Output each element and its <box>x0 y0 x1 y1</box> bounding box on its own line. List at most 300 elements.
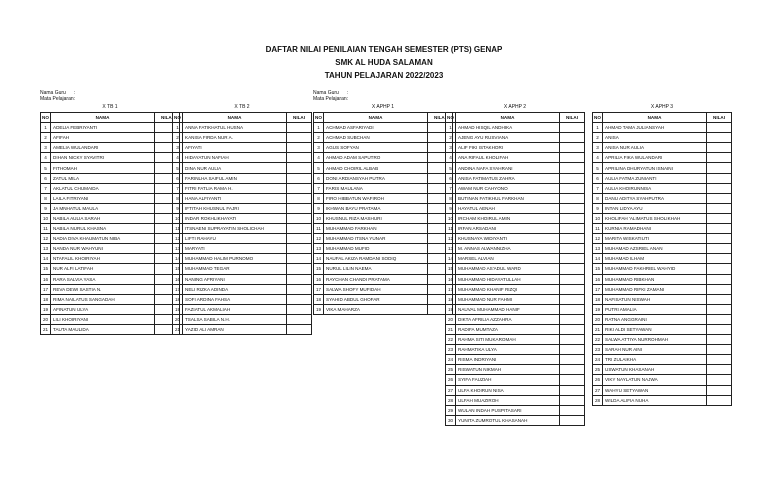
score-cell[interactable] <box>560 213 585 223</box>
score-cell[interactable] <box>707 133 732 143</box>
score-cell[interactable] <box>707 304 732 314</box>
table-row <box>41 254 180 264</box>
score-cell[interactable] <box>287 314 312 324</box>
table-row <box>41 244 180 254</box>
student-name: VIKA MAHARZA <box>324 304 428 314</box>
score-cell[interactable] <box>287 224 312 234</box>
row-number: 2 <box>173 133 183 143</box>
table-row <box>593 314 732 324</box>
table-row <box>314 284 453 294</box>
student-name: MUHAMMAD HIDAYATULLAH <box>456 274 560 284</box>
student-name: ULFA KHOIRUN NISA <box>456 385 560 395</box>
score-cell[interactable] <box>287 284 312 294</box>
score-cell[interactable] <box>707 234 732 244</box>
row-number: 21 <box>41 324 51 334</box>
table-row <box>446 213 585 223</box>
score-cell[interactable] <box>560 284 585 294</box>
table-row <box>446 415 585 425</box>
row-number: 17 <box>173 284 183 294</box>
row-number: 2 <box>314 133 324 143</box>
student-name: LIFTI RAHAYU <box>183 234 287 244</box>
row-number: 11 <box>173 224 183 234</box>
score-cell[interactable] <box>287 173 312 183</box>
score-cell[interactable] <box>560 415 585 425</box>
score-cell[interactable] <box>560 133 585 143</box>
student-name: NTAFALIL KHOIRIYAH <box>51 254 155 264</box>
row-number: 29 <box>446 405 456 415</box>
row-number: 20 <box>593 314 603 324</box>
table-row <box>41 264 180 274</box>
score-cell[interactable] <box>560 375 585 385</box>
student-name: ANNA FATIKHATUL HUSNA <box>183 123 287 133</box>
row-number: 17 <box>314 284 324 294</box>
row-number: 23 <box>593 345 603 355</box>
score-cell[interactable] <box>560 254 585 264</box>
student-name: MUHAMMAD FARKHAN <box>324 224 428 234</box>
score-cell[interactable] <box>707 324 732 334</box>
row-number: 19 <box>173 304 183 314</box>
row-number: 3 <box>314 143 324 153</box>
row-number: 22 <box>593 335 603 345</box>
header-no: NO <box>314 113 324 123</box>
student-name: FAZIATUL AKMALIAH <box>183 304 287 314</box>
row-number: 16 <box>446 274 456 284</box>
student-name: M. ANNAS ALWANNIZHA <box>456 244 560 254</box>
row-number: 27 <box>446 385 456 395</box>
student-name: ALIF FIKI ISTAKHORI <box>456 143 560 153</box>
student-name: ANDINA NAFA SYAHRANI <box>456 163 560 173</box>
student-name: WAHYU SETYAWAN <box>603 385 707 395</box>
document-title: DAFTAR NILAI PENILAIAN TENGAH SEMESTER (PTS) GENAP <box>265 45 503 54</box>
row-number: 1 <box>593 123 603 133</box>
student-name: AFIFAH <box>51 133 155 143</box>
score-cell[interactable] <box>560 274 585 284</box>
row-number: 18 <box>314 294 324 304</box>
score-cell[interactable] <box>560 203 585 213</box>
row-number: 14 <box>173 254 183 264</box>
table-row <box>446 173 585 183</box>
score-cell[interactable] <box>560 335 585 345</box>
row-number: 4 <box>314 153 324 163</box>
score-cell[interactable] <box>287 183 312 193</box>
student-name: KANISA FIRDA NUR A. <box>183 133 287 143</box>
table-row <box>593 193 732 203</box>
class-name: X APHP 2 <box>503 104 527 110</box>
table-row <box>314 304 453 314</box>
table-row <box>446 224 585 234</box>
class-column <box>592 103 732 406</box>
student-name: FITRI FATLIA RAMA H. <box>183 183 287 193</box>
student-name: IKHWAN BAYU PRATAMA <box>324 203 428 213</box>
row-number: 3 <box>173 143 183 153</box>
row-number: 10 <box>173 213 183 223</box>
score-cell[interactable] <box>560 244 585 254</box>
score-cell[interactable] <box>560 365 585 375</box>
student-name: MUHAMMAD ITSNA YUNAR <box>324 234 428 244</box>
row-number: 7 <box>173 183 183 193</box>
student-name: INDAR ROKHLIKHAYATI <box>183 213 287 223</box>
table-row <box>446 355 585 365</box>
student-name: SALWA ATTIYA NURROHMAH <box>603 335 707 345</box>
score-cell[interactable] <box>707 224 732 234</box>
score-cell[interactable] <box>287 244 312 254</box>
row-number: 28 <box>446 395 456 405</box>
table-row <box>41 123 180 133</box>
score-cell[interactable] <box>707 365 732 375</box>
table-row <box>593 355 732 365</box>
table-row <box>314 153 453 163</box>
table-row <box>314 244 453 254</box>
row-number: 30 <box>446 415 456 425</box>
score-cell[interactable] <box>287 264 312 274</box>
table-row <box>446 335 585 345</box>
score-cell[interactable] <box>560 355 585 365</box>
row-number: 6 <box>314 173 324 183</box>
row-number: 15 <box>173 264 183 274</box>
score-cell[interactable] <box>707 274 732 284</box>
score-cell[interactable] <box>707 193 732 203</box>
student-name: ACHMAD SUBCHAN <box>324 133 428 143</box>
table-row <box>593 335 732 345</box>
student-name: ADELIA FEBRIYANTI <box>51 123 155 133</box>
score-cell[interactable] <box>287 133 312 143</box>
row-number: 9 <box>314 203 324 213</box>
student-name: JA MNHATUL MAULA <box>51 203 155 213</box>
student-name: SOFI ARDINA FAHSA <box>183 294 287 304</box>
table-row <box>41 294 180 304</box>
student-name: NADIA DIVA KHAUMATUN NIBA <box>51 234 155 244</box>
score-cell[interactable] <box>707 143 732 153</box>
score-cell[interactable] <box>560 324 585 334</box>
row-number: 10 <box>593 213 603 223</box>
row-number: 5 <box>173 163 183 173</box>
header-nilai: NILAI <box>560 113 585 123</box>
student-name: MUHAMMAD RIFKI ZAMANI <box>603 284 707 294</box>
score-cell[interactable] <box>707 254 732 264</box>
score-cell[interactable] <box>560 405 585 415</box>
row-number: 13 <box>41 244 51 254</box>
table-row <box>446 385 585 395</box>
table-row <box>41 284 180 294</box>
student-name: NANING AFRIYANI <box>183 274 287 284</box>
table-row <box>446 395 585 405</box>
row-number: 1 <box>41 123 51 133</box>
student-name: WILDA ALIFIA NUHA <box>603 395 707 405</box>
row-number: 19 <box>41 304 51 314</box>
table-row <box>446 163 585 173</box>
table-row <box>593 213 732 223</box>
table-row <box>446 123 585 133</box>
table-row <box>593 345 732 355</box>
score-cell[interactable] <box>707 355 732 365</box>
student-name: AWAM NUR CAHYONO <box>456 183 560 193</box>
table-row <box>314 254 453 264</box>
header-nama: NAMA <box>456 113 560 123</box>
score-cell[interactable] <box>707 123 732 133</box>
header-nama: NAMA <box>51 113 155 123</box>
table-row <box>446 405 585 415</box>
score-cell[interactable] <box>287 274 312 284</box>
row-number: 13 <box>593 244 603 254</box>
student-name: SALWA SHOFY MUFIDAH <box>324 284 428 294</box>
score-cell[interactable] <box>287 193 312 203</box>
score-cell[interactable] <box>560 345 585 355</box>
class-name: X APHP 3 <box>650 104 674 110</box>
score-cell[interactable] <box>707 385 732 395</box>
score-cell[interactable] <box>707 153 732 163</box>
row-number: 16 <box>593 274 603 284</box>
score-cell[interactable] <box>560 294 585 304</box>
row-number: 19 <box>446 304 456 314</box>
table-row <box>314 193 453 203</box>
header-nilai: NILAI <box>707 113 732 123</box>
teacher-label: Nama Guru <box>313 90 339 96</box>
student-name: IRFAN ARSADANI <box>456 224 560 234</box>
score-cell[interactable] <box>287 324 312 334</box>
score-cell[interactable] <box>707 183 732 193</box>
row-number: 12 <box>173 234 183 244</box>
student-name: FITHOMAH <box>51 163 155 173</box>
score-cell[interactable] <box>560 224 585 234</box>
score-cell[interactable] <box>707 203 732 213</box>
score-cell[interactable] <box>287 163 312 173</box>
row-number: 26 <box>593 375 603 385</box>
row-number: 28 <box>593 395 603 405</box>
table-row <box>593 244 732 254</box>
student-name: YAZID ALI AMRAN <box>183 324 287 334</box>
score-cell[interactable] <box>287 254 312 264</box>
row-number: 5 <box>314 163 324 173</box>
student-name: USWATUN KHASANAH <box>603 365 707 375</box>
student-name: SYIFA FAUZIAH <box>456 375 560 385</box>
score-cell[interactable] <box>560 314 585 324</box>
table-header-row <box>41 113 180 123</box>
table-row <box>173 193 312 203</box>
score-cell[interactable] <box>560 143 585 153</box>
table-row <box>593 224 732 234</box>
table-row <box>314 173 453 183</box>
class-name: X TB 2 <box>234 104 250 110</box>
score-cell[interactable] <box>560 123 585 133</box>
table-row <box>173 324 312 334</box>
score-cell[interactable] <box>287 294 312 304</box>
score-cell[interactable] <box>287 143 312 153</box>
score-cell[interactable] <box>560 234 585 244</box>
table-row <box>173 254 312 264</box>
score-cell[interactable] <box>287 123 312 133</box>
row-number: 24 <box>593 355 603 365</box>
row-number: 16 <box>314 274 324 284</box>
header-nilai: NILAI <box>428 113 453 123</box>
row-number: 20 <box>41 314 51 324</box>
table-row <box>314 203 453 213</box>
score-cell[interactable] <box>560 395 585 405</box>
score-cell[interactable] <box>287 304 312 314</box>
table-row <box>593 324 732 334</box>
score-cell[interactable] <box>707 335 732 345</box>
table-row <box>446 365 585 375</box>
table-row <box>41 324 180 334</box>
student-name: KHUSNAYA WIDIYANTI <box>456 234 560 244</box>
row-number: 8 <box>446 193 456 203</box>
student-name: DONI ARDIANSYAH PUTRA <box>324 173 428 183</box>
student-name: INTAN LIDYA AYU <box>603 203 707 213</box>
student-name: LAILA FITRIYANI <box>51 193 155 203</box>
student-name: KURNIA RAMADHANI <box>603 224 707 234</box>
score-cell[interactable] <box>287 153 312 163</box>
table-row <box>173 143 312 153</box>
row-number: 13 <box>173 244 183 254</box>
header-no: NO <box>593 113 603 123</box>
score-cell[interactable] <box>707 173 732 183</box>
row-number: 6 <box>446 173 456 183</box>
table-row <box>446 203 585 213</box>
student-name: WULAN INDAH PUSPITASARI <box>456 405 560 415</box>
score-cell[interactable] <box>707 244 732 254</box>
table-row <box>446 234 585 244</box>
table-row <box>593 183 732 193</box>
row-number: 8 <box>41 193 51 203</box>
student-name: MUHAMMAD NUR FAHMI <box>456 294 560 304</box>
table-row <box>593 365 732 375</box>
table-row <box>446 254 585 264</box>
score-cell[interactable] <box>560 163 585 173</box>
row-number: 20 <box>446 314 456 324</box>
table-row <box>41 143 180 153</box>
score-cell[interactable] <box>287 234 312 244</box>
student-name: NURUL LILIN NAEMA <box>324 264 428 274</box>
table-row <box>41 224 180 234</box>
student-name: DANU ADITYA SYAHPUTRA <box>603 193 707 203</box>
row-number: 6 <box>173 173 183 183</box>
class-column <box>172 103 312 335</box>
student-name: MARSEL ALVIAN <box>456 254 560 264</box>
class-name: X APHP 1 <box>371 104 395 110</box>
student-name: MARYATI <box>183 244 287 254</box>
score-cell[interactable] <box>707 294 732 304</box>
score-cell[interactable] <box>707 213 732 223</box>
row-number: 14 <box>593 254 603 264</box>
student-name: NAUFAL AKIZA RAMDANI SODIQ <box>324 254 428 264</box>
row-number: 5 <box>41 163 51 173</box>
row-number: 12 <box>446 234 456 244</box>
score-cell[interactable] <box>560 183 585 193</box>
row-number: 12 <box>593 234 603 244</box>
table-row <box>593 274 732 284</box>
student-name: RATNA ANGGRAINI <box>603 314 707 324</box>
row-number: 15 <box>446 264 456 274</box>
student-name: DINA NUR AULIA <box>183 163 287 173</box>
row-number: 26 <box>446 375 456 385</box>
student-name: ULFAH MUAZIROH <box>456 395 560 405</box>
student-name: MUHAMAD AZSRIEL ANAN <box>603 244 707 254</box>
student-name: MUHAMMAD MUFID <box>324 244 428 254</box>
student-name: MUHAMMAD AS'ADUL WARD <box>456 264 560 274</box>
row-number: 15 <box>314 264 324 274</box>
score-cell[interactable] <box>560 153 585 163</box>
row-number: 14 <box>314 254 324 264</box>
row-number: 22 <box>446 335 456 345</box>
score-cell[interactable] <box>707 395 732 405</box>
row-number: 15 <box>593 264 603 274</box>
score-cell[interactable] <box>707 314 732 324</box>
score-cell[interactable] <box>707 375 732 385</box>
table-row <box>446 133 585 143</box>
table-row <box>593 294 732 304</box>
score-cell[interactable] <box>707 284 732 294</box>
student-name: TAUTA MAULIDA <box>51 324 155 334</box>
table-row <box>173 274 312 284</box>
row-number: 21 <box>173 324 183 334</box>
table-row <box>314 183 453 193</box>
row-number: 7 <box>593 183 603 193</box>
subject-colon: : <box>74 96 76 102</box>
table-row <box>593 284 732 294</box>
student-name: AHMAD ADAM SAPUTRO <box>324 153 428 163</box>
table-row <box>314 123 453 133</box>
student-name: FIRO HIBBATUN WAFIROH <box>324 193 428 203</box>
score-cell[interactable] <box>707 163 732 173</box>
student-name: RADIFA MUMTAZA <box>456 324 560 334</box>
score-cell[interactable] <box>287 213 312 223</box>
student-name: YUNITA ZUMROTUL KHASANAH <box>456 415 560 425</box>
student-name: KHUSNUL RIZA MASHURI <box>324 213 428 223</box>
table-row <box>41 203 180 213</box>
student-name: MUHAMAD ILHAM <box>603 254 707 264</box>
student-name: ITSNAENI SUPRAYATIN SHOLICHAH <box>183 224 287 234</box>
table-row <box>446 284 585 294</box>
table-row <box>314 234 453 244</box>
score-cell[interactable] <box>560 173 585 183</box>
student-name: RAHMA SITI MUKAROMAH <box>456 335 560 345</box>
table-row <box>593 123 732 133</box>
header-no: NO <box>41 113 51 123</box>
row-number: 9 <box>173 203 183 213</box>
student-name: MUHAMMAD KHANIF RIZQI <box>456 284 560 294</box>
score-cell[interactable] <box>707 345 732 355</box>
student-name: NAUVAL MUHAMMAD HANIF <box>456 304 560 314</box>
row-number: 19 <box>593 304 603 314</box>
student-name: NAFISATUN NISWAH <box>603 294 707 304</box>
row-number: 18 <box>41 294 51 304</box>
subject-label: Mata Pelajaran <box>40 96 74 102</box>
table-header-row <box>446 113 585 123</box>
table-row <box>446 375 585 385</box>
table-row <box>446 143 585 153</box>
score-cell[interactable] <box>560 385 585 395</box>
score-cell[interactable] <box>560 264 585 274</box>
row-number: 3 <box>593 143 603 153</box>
row-number: 3 <box>446 143 456 153</box>
row-number: 4 <box>41 153 51 163</box>
row-number: 1 <box>314 123 324 133</box>
student-name: ACHMAD ASFARIYADI <box>324 123 428 133</box>
score-cell[interactable] <box>287 203 312 213</box>
student-name: MUHAMMAD FAKHRIEL WAHYID <box>603 264 707 274</box>
row-number: 8 <box>314 193 324 203</box>
row-number: 4 <box>446 153 456 163</box>
table-row <box>593 234 732 244</box>
score-cell[interactable] <box>707 264 732 274</box>
table-row <box>446 193 585 203</box>
row-number: 10 <box>41 213 51 223</box>
score-cell[interactable] <box>560 304 585 314</box>
header-nama: NAMA <box>603 113 707 123</box>
student-name: VIKY NAYLATUN NAJWA <box>603 375 707 385</box>
score-cell[interactable] <box>560 193 585 203</box>
header-nama: NAMA <box>183 113 287 123</box>
table-row <box>314 213 453 223</box>
